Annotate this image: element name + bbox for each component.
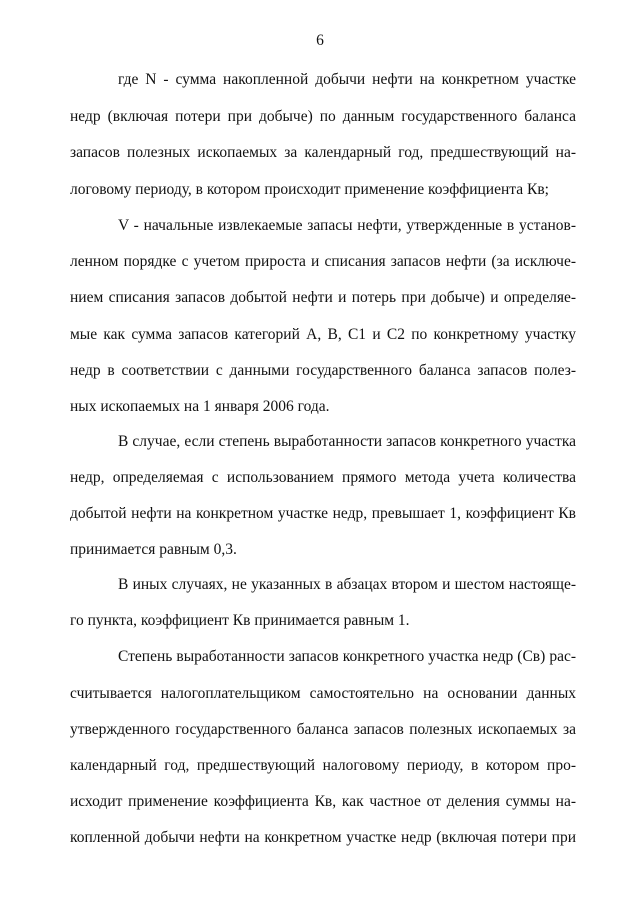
text-line: календарный год, предшествующий налоговому периоду, в котором про- xyxy=(70,757,576,774)
text-line: V - начальные извлекаемые запасы нефти, утвержденные в установ- xyxy=(118,217,576,234)
text-line: недр, определяемая с использованием прямого метода учета количества xyxy=(70,469,576,486)
text-line: го пункта, коэффициент Кв принимается равным 1. xyxy=(70,612,410,629)
text-line: нием списания запасов добытой нефти и потерь при добыче) и определяе- xyxy=(70,289,576,306)
text-line: добытой нефти на конкретном участке недр, превышает 1, коэффициент Кв xyxy=(70,505,576,522)
text-line: исходит применение коэффициента Кв, как частное от деления суммы на- xyxy=(70,793,576,810)
text-line: утвержденного государственного баланса запасов полезных ископаемых за xyxy=(70,721,576,738)
text-line: ленном порядке с учетом прироста и списания запасов нефти (за исключе- xyxy=(70,253,576,270)
text-line: ных ископаемых на 1 января 2006 года. xyxy=(70,398,330,415)
page-number: 6 xyxy=(316,32,324,49)
text-line: логовому периоду, в котором происходит применение коэффициента Кв; xyxy=(70,181,549,198)
text-line: недр в соответствии с данными государственного баланса запасов полез- xyxy=(70,362,576,379)
text-line: Степень выработанности запасов конкретного участка недр (Св) рас- xyxy=(118,648,576,665)
text-line: принимается равным 0,3. xyxy=(70,541,237,558)
text-line: копленной добычи нефти на конкретном участке недр (включая потери при xyxy=(70,829,576,846)
text-line: В случае, если степень выработанности запасов конкретного участка xyxy=(118,433,576,450)
text-line: считывается налогоплательщиком самостоятельно на основании данных xyxy=(70,685,576,702)
text-line: где N - сумма накопленной добычи нефти на конкретном участке xyxy=(118,71,576,88)
text-line: запасов полезных ископаемых за календарный год, предшествующий на- xyxy=(70,144,576,161)
text-line: недр (включая потери при добыче) по данным государственного баланса xyxy=(70,108,576,125)
text-line: В иных случаях, не указанных в абзацах втором и шестом настояще- xyxy=(118,576,576,593)
text-line: мые как сумма запасов категорий А, В, С1 и С2 по конкретному участку xyxy=(70,326,576,343)
